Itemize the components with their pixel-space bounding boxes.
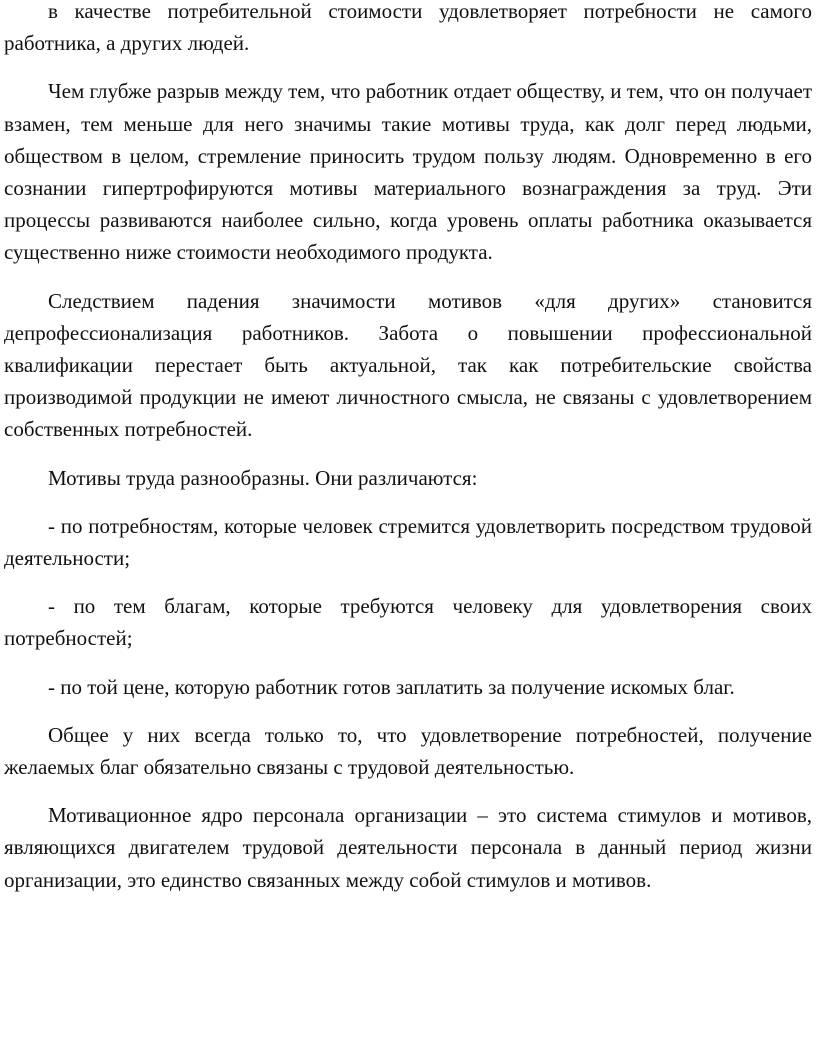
paragraph-motives-gap: Чем глубже разрыв между тем, что работник отдает обществу, и тем, что он получает взамен, тем меньше для него значимы такие мотивы труда, как долг перед людьми, обществом в целом, стремление приносить трудом пользу людям. Одновременно в его сознании гипертрофируются мотивы материального вознаграждения за труд. Эти процессы развиваются наиболее сильно, когда уровень оплаты работника оказывается существенно ниже стоимости необходимого продукта. — [4, 79, 812, 265]
paragraph-deprofessionalization: Следствием падения значимости мотивов «для других» становится депрофессионализация работников. Забота о повышении профессиональной квалификации перестает быть актуальной, так как потребительские свойства производимой продукции не имеют личностного смысла, не связаны с удовлетворением собственных потребностей. — [4, 288, 812, 442]
paragraph-continuation: в качестве потребительной стоимости удовлетворяет потребности не самого работника, а других людей. — [4, 0, 812, 56]
list-item-price: - по той цене, которую работник готов заплатить за получение искомых благ. — [48, 674, 735, 699]
list-item-goods: - по тем благам, которые требуются человеку для удовлетворения своих потребностей; — [4, 594, 812, 651]
list-item-needs: - по потребностям, которые человек стремится удовлетворить посредством трудовой деятельности; — [4, 513, 812, 571]
paragraph-motives-diverse: Мотивы труда разнообразны. Они различаются: — [48, 465, 478, 490]
paragraph-motivational-core: Мотивационное ядро персонала организации – это система стимулов и мотивов, являющихся двигателем трудовой деятельности персонала в данный период жизни организации, это единство связанных между собой стимулов и мотивов. — [4, 803, 812, 892]
paragraph-common: Общее у них всегда только то, что удовлетворение потребностей, получение желаемых благ обязательно связаны с трудовой деятельностью. — [4, 722, 812, 780]
